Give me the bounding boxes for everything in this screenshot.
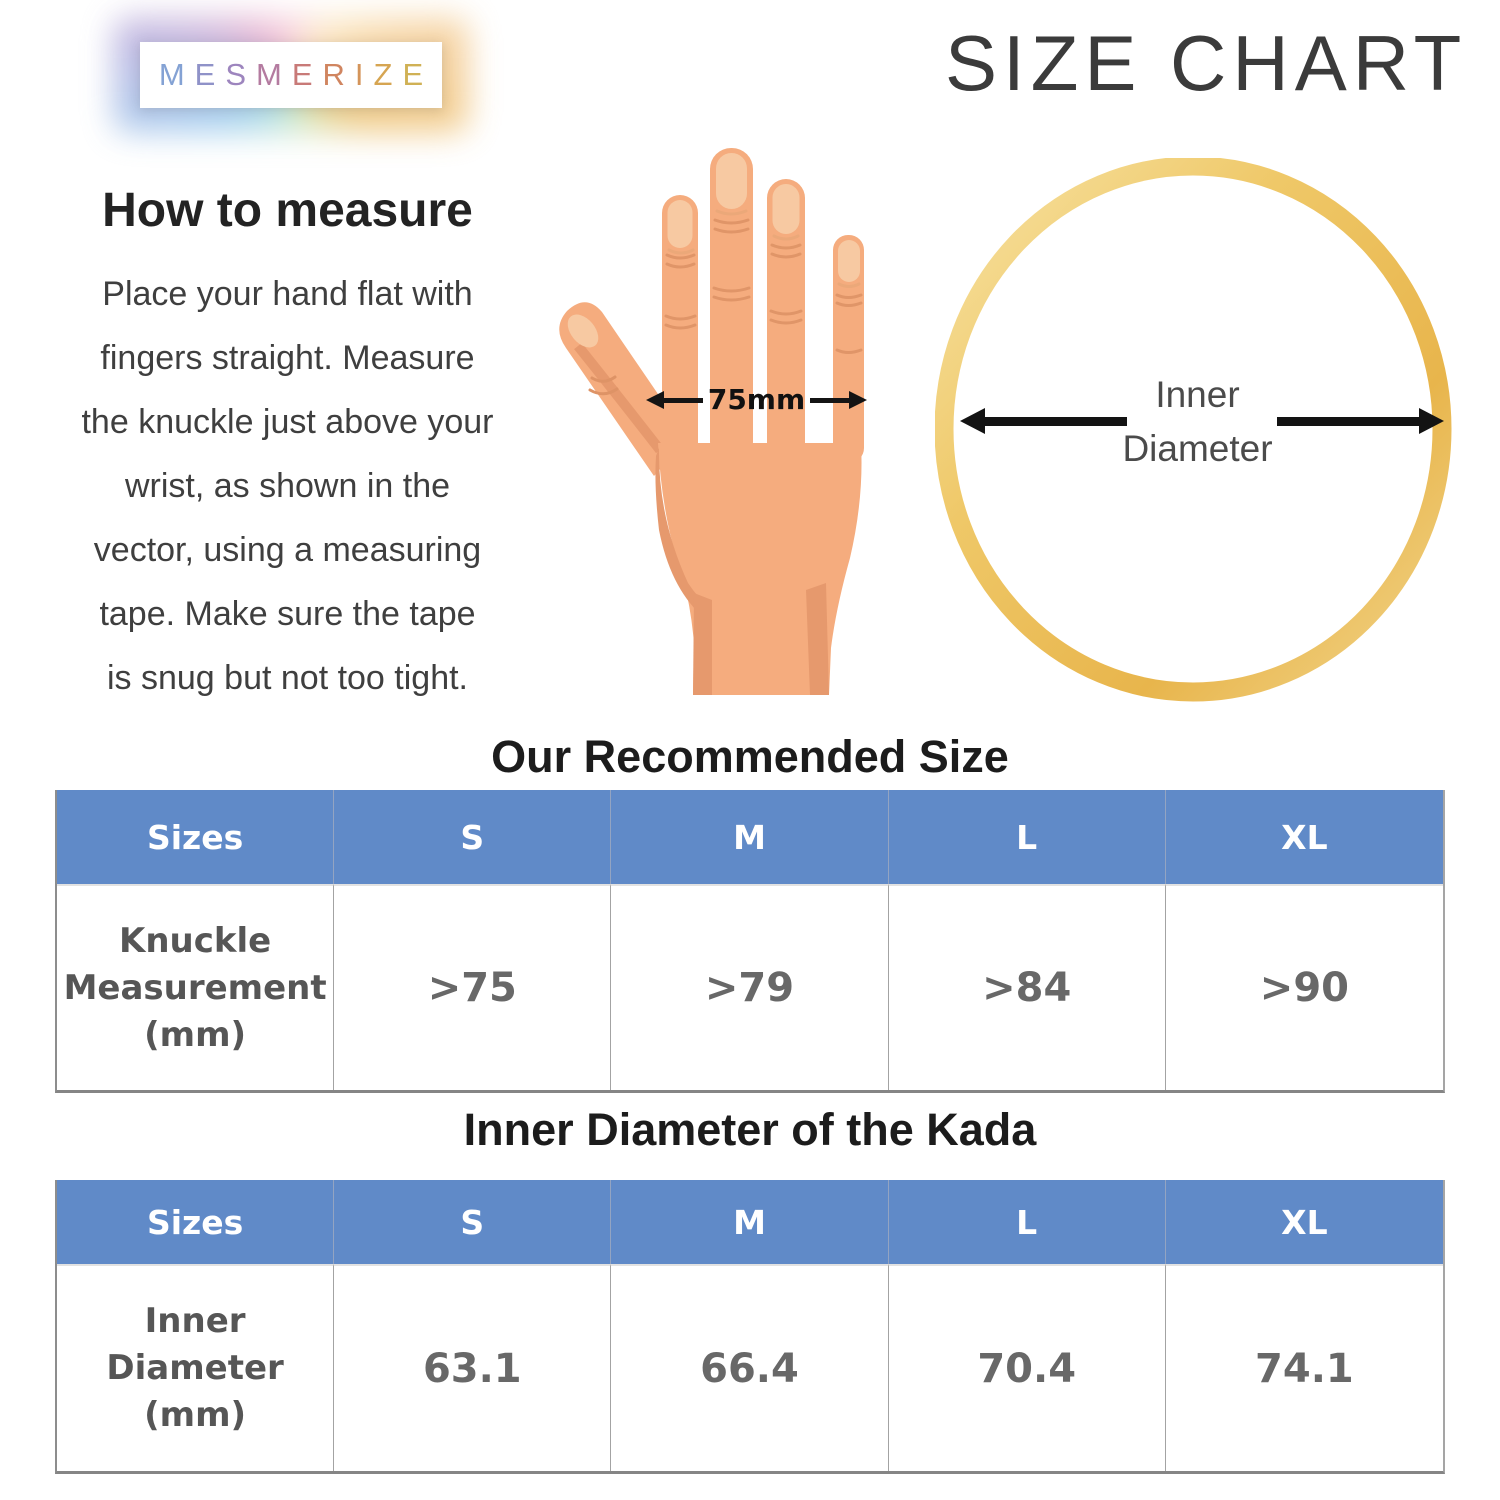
knuckle-value-l: >84 (889, 884, 1166, 1090)
row-label-line: (mm) (144, 1395, 247, 1435)
inner-diameter-label-line2: Diameter (1122, 428, 1273, 469)
diameter-value-s: 63.1 (334, 1264, 611, 1471)
instruction-line: the knuckle just above your (81, 403, 494, 441)
knuckle-value-xl: >90 (1166, 884, 1443, 1090)
inner-diameter-title: Inner Diameter of the Kada (463, 1104, 1037, 1155)
column-header-s: S (334, 1180, 611, 1264)
row-label-line: Diameter (106, 1348, 284, 1388)
instruction-line: vector, using a measuring (93, 531, 482, 569)
knuckle-value-m: >79 (611, 884, 888, 1090)
row-label-inner-diameter (57, 1264, 334, 1471)
knuckle-value-s: >75 (334, 884, 611, 1090)
diameter-value-xl: 74.1 (1166, 1264, 1443, 1471)
knuckle-measurement-label: 75mm (707, 383, 806, 416)
diameter-value-l: 70.4 (889, 1264, 1166, 1471)
column-header-m: M (611, 1180, 888, 1264)
column-header-sizes: Sizes (57, 790, 334, 884)
row-label-line: Knuckle (118, 920, 272, 961)
inner-diameter-label-line1: Inner (1155, 374, 1240, 415)
how-to-measure-section (30, 183, 545, 710)
instruction-line: wrist, as shown in the (124, 467, 451, 505)
row-label-line: (mm) (144, 1014, 247, 1055)
row-label-line: Inner (144, 1301, 246, 1341)
inner-diameter-left-arrow-icon (984, 417, 1127, 426)
instruction-line: Place your hand flat with (102, 275, 473, 313)
column-header-xl: XL (1166, 1180, 1443, 1264)
column-header-s: S (334, 790, 611, 884)
column-header-l: L (889, 790, 1166, 884)
column-header-l: L (889, 1180, 1166, 1264)
right-arrow-icon (810, 398, 850, 403)
diameter-value-m: 66.4 (611, 1264, 888, 1471)
column-header-xl: XL (1166, 790, 1443, 884)
recommended-size-title: Our Recommended Size (491, 731, 1009, 782)
row-label-knuckle-measurement (57, 884, 334, 1090)
brand-logo (118, 22, 464, 128)
recommended-size-table (55, 790, 1445, 1093)
page-title: SIZE CHART (945, 19, 1468, 107)
instruction-line: is snug but not too tight. (106, 659, 469, 697)
instruction-line: fingers straight. Measure (100, 339, 475, 377)
inner-diameter-table (55, 1180, 1445, 1474)
brand-logo-text: MESMERIZE (158, 57, 434, 92)
inner-diameter-right-arrow-icon (1277, 417, 1420, 426)
how-to-measure-heading: How to measure (102, 184, 473, 237)
left-arrow-icon (663, 398, 703, 403)
knuckle-measurement-indicator (663, 384, 850, 416)
hand-illustration (548, 138, 908, 708)
logo-box (140, 42, 442, 108)
row-label-line: Measurement (63, 967, 327, 1008)
column-header-m: M (611, 790, 888, 884)
column-header-sizes: Sizes (57, 1180, 334, 1264)
instruction-line: tape. Make sure the tape (99, 595, 476, 633)
